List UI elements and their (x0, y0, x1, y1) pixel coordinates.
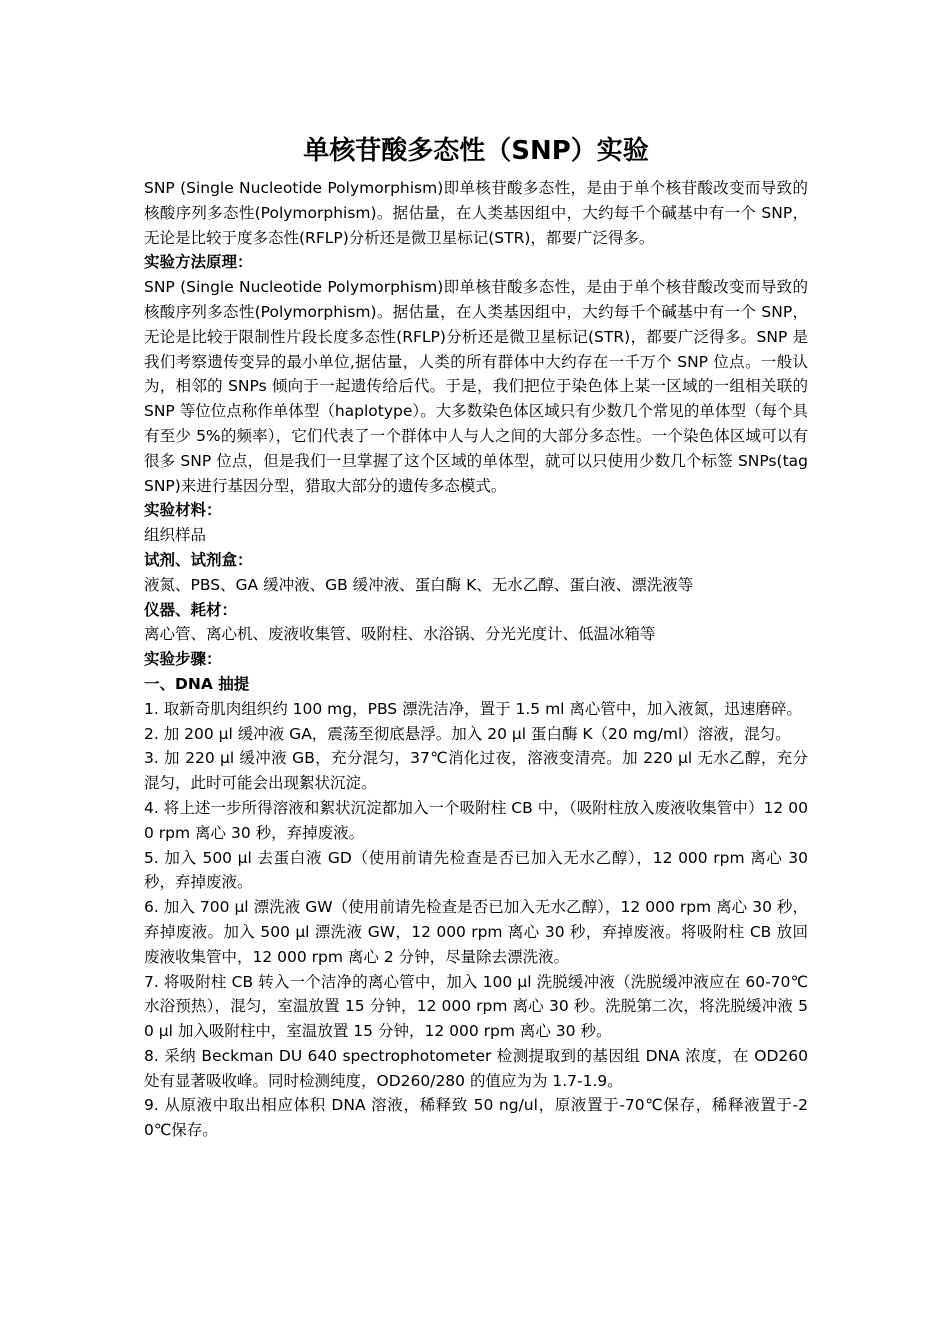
intro-paragraph: SNP (Single Nucleotide Polymorphism)即单核苷酸多态性，是由于单个核苷酸改变而导致的核酸序列多态性(Polymorphism)。据估量，在人类基因组中，大约每千个碱基中有一个 SNP，无论是比较于度多态性(RFLP)分析还是微卫星标记(STR)，都要广泛得多。 (144, 179, 808, 247)
step-item-5: 5. 加入 500 μl 去蛋白液 GD（使用前请先检查是否已加入无水乙醇），12 000 rpm 离心 30 秒，弃掉废液。 (144, 848, 808, 892)
step-item-3: 3. 加 220 μl 缓冲液 GB，充分混匀，37℃消化过夜，溶液变清亮。加 220 μl 无水乙醇，充分混匀，此时可能会出现絮状沉淀。 (144, 749, 808, 793)
reagents-text: 液氮、PBS、GA 缓冲液、GB 缓冲液、蛋白酶 K、无水乙醇、蛋白液、漂洗液等 (144, 575, 694, 594)
step-item-7: 7. 将吸附柱 CB 转入一个洁净的离心管中，加入 100 μl 洗脱缓冲液（洗脱缓冲液应在 60-70℃水浴预热），混匀，室温放置 15 分钟，12 000 rpm 离心 30 秒。洗脱第二次，将洗脱缓冲液 50 μl 加入吸附柱中，室温放置 15 分钟，12 000 rpm 离心 30 秒。 (144, 972, 808, 1041)
step-item-4: 4. 将上述一步所得溶液和絮状沉淀都加入一个吸附柱 CB 中，（吸附柱放入废液收集管中）12 000 rpm 离心 30 秒，弃掉废液。 (144, 798, 808, 842)
materials-text: 组织样品 (144, 526, 207, 545)
step-item-1: 1. 取新奇肌肉组织约 100 mg，PBS 漂洗洁净，置于 1.5 ml 离心管中，加入液氮，迅速磨碎。 (144, 699, 802, 718)
instruments-heading: 仪器、耗材： (144, 600, 238, 619)
steps-heading: 实验步骤： (144, 650, 222, 669)
principle-paragraph: SNP (Single Nucleotide Polymorphism)即单核苷酸多态性，是由于单个核苷酸改变而导致的核酸序列多态性(Polymorphism)。据估量，在人类基因组中，大约每千个碱基中有一个 SNP，无论是比较于限制性片段长度多态性(RFLP)分析还是微卫星标记(STR)，都要广泛得多。SNP 是我们考察遗传变异的最小单位,据估量，人类的所有群体中大约存在一千万个 SNP 位点。一般认为，相邻的 SNPs 倾向于一起遗传给后代。于是，我们把位于染色体上某一区域的一组相关联的 SNP 等位位点称作单体型（haplotype）。大多数染色体区域只有少数几个常见的单体型（每个具有至少 5%的频率），它们代表了一个群体中人与人之间的大部分多态性。一个染色体区域可以有很多 SNP 位点，但是我们一旦掌握了这个区域的单体型，就可以只使用少数几个标签 SNPs(tagSNP)来进行基因分型，猎取大部分的遗传多态模式。 (144, 278, 808, 495)
materials-heading: 实验材料： (144, 501, 222, 520)
step-item-6: 6. 加入 700 μl 漂洗液 GW（使用前请先检查是否已加入无水乙醇），12 000 rpm 离心 30 秒，弃掉废液。加入 500 μl 漂洗液 GW，12 000 rpm 离心 30 秒，弃掉废液。将吸附柱 CB 放回废液收集管中，12 000 rpm 离心 2 分钟，尽量除去漂洗液。 (144, 898, 808, 966)
document-content (144, 132, 808, 1143)
principle-heading: 实验方法原理： (144, 253, 253, 272)
step-item-8: 8. 采纳 Beckman DU 640 spectrophotometer 检测提取到的基因组 DNA 浓度，在 OD260 处有显著吸收峰。同时检测纯度，OD260/280 的值应为为 1.7-1.9。 (144, 1046, 808, 1090)
instruments-text: 离心管、离心机、废液收集管、吸附柱、水浴锅、分光光度计、低温冰箱等 (144, 625, 656, 644)
reagents-heading: 试剂、试剂盒： (144, 550, 253, 569)
dna-extraction-heading: 一、DNA 抽提 (144, 674, 250, 693)
document-title: 单核苷酸多态性（SNP）实验 (303, 136, 649, 166)
step-item-2: 2. 加 200 μl 缓冲液 GA，震荡至彻底悬浮。加入 20 μl 蛋白酶 K（20 mg/ml）溶液，混匀。 (144, 724, 791, 743)
step-item-9: 9. 从原液中取出相应体积 DNA 溶液，稀释致 50 ng/ul，原液置于-70℃保存，稀释液置于-20℃保存。 (144, 1096, 808, 1140)
